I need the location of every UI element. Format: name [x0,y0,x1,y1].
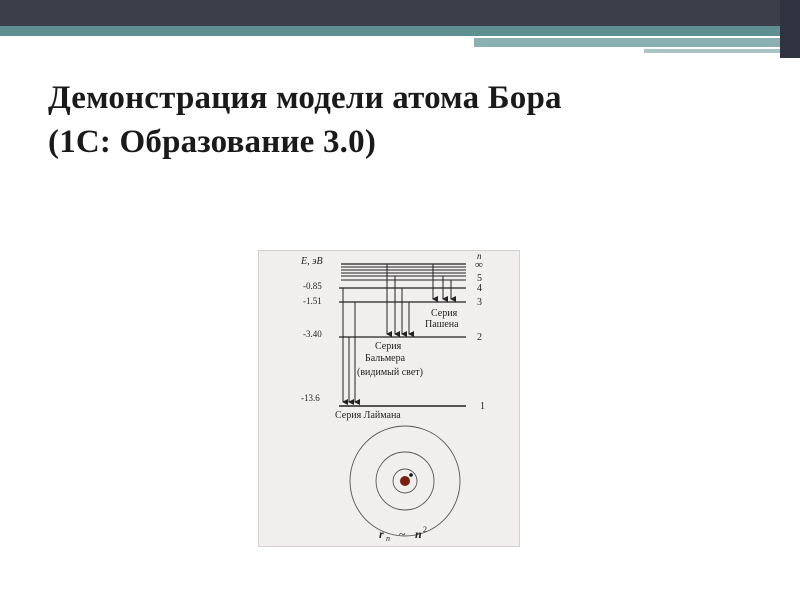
n-label-5: 5 [477,273,482,284]
formula-r: r [379,527,384,541]
n-label-4: 4 [477,283,482,294]
slide-title-line2: (1С: Образование 3.0) [48,124,377,160]
top-decor-bar [0,0,800,26]
teal-accent-band [0,26,780,36]
paschen-label-line2: Пашена [425,319,459,330]
balmer-label-line3: (видимый свет) [357,367,423,378]
slide-title-line1: Демонстрация модели атома Бора [48,80,562,116]
energy-label-n4: -0.85 [303,281,322,291]
electron [409,473,413,477]
energy-label-n1: -13.6 [301,393,320,403]
paschen-label-line1: Серия [431,308,458,319]
lyman-label: Серия Лаймана [335,410,401,421]
corner-decor [780,0,800,58]
n-label-1: 1 [480,401,485,412]
energy-level-diagram [259,251,519,546]
energy-axis-label: E, эВ [301,256,323,267]
energy-label-n2: -3.40 [303,329,322,339]
balmer-label-line2: Бальмера [365,353,406,364]
balmer-label-line1: Серия [375,341,402,352]
formula-exponent: 2 [423,525,427,534]
nucleus [400,476,410,486]
bohr-model-figure [258,250,520,547]
n-axis-label: n [477,251,482,261]
energy-label-n3: -1.51 [303,296,322,306]
n-label-3: 3 [477,297,482,308]
slide-title [48,76,768,164]
formula-subscript: n [386,534,390,543]
n-label-2: 2 [477,332,482,343]
teal-accent-band-tertiary [644,49,780,53]
infinity-label: ∞ [475,259,483,271]
teal-accent-band-secondary [474,38,780,47]
formula-tilde: ~ [399,527,406,541]
formula-n: n [415,527,422,541]
